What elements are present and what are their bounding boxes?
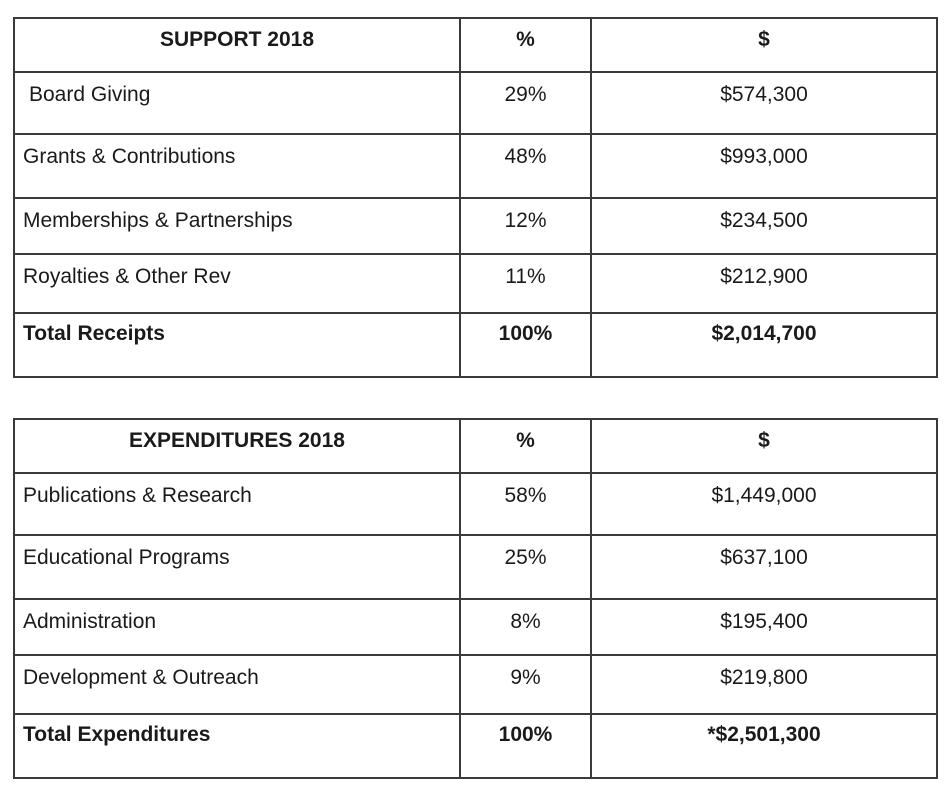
table-row	[14, 134, 937, 198]
total-percent: 100%	[460, 714, 591, 778]
row-percent: 25%	[460, 535, 591, 599]
table-header-row	[14, 419, 937, 473]
row-amount: $637,100	[591, 535, 937, 599]
column-header-amount: $	[591, 419, 937, 473]
column-header-amount: $	[591, 18, 937, 72]
table-row	[14, 599, 937, 655]
row-amount: $234,500	[591, 198, 937, 254]
table-row	[14, 254, 937, 313]
table-row	[14, 655, 937, 714]
row-amount: $195,400	[591, 599, 937, 655]
total-amount: *$2,501,300	[591, 714, 937, 778]
row-label: Development & Outreach	[14, 655, 460, 714]
row-amount: $993,000	[591, 134, 937, 198]
row-percent: 8%	[460, 599, 591, 655]
row-amount: $212,900	[591, 254, 937, 313]
row-percent: 11%	[460, 254, 591, 313]
total-row	[14, 714, 937, 778]
row-amount: $219,800	[591, 655, 937, 714]
row-percent: 29%	[460, 72, 591, 134]
table-row	[14, 198, 937, 254]
row-percent: 48%	[460, 134, 591, 198]
row-amount: $574,300	[591, 72, 937, 134]
row-label: Memberships & Partnerships	[14, 198, 460, 254]
support-table	[13, 17, 938, 378]
column-header-category: SUPPORT 2018	[14, 18, 460, 72]
total-label: Total Receipts	[14, 313, 460, 377]
table-header-row	[14, 18, 937, 72]
expenditures-table	[13, 418, 938, 779]
row-label: Board Giving	[14, 72, 460, 134]
row-label: Administration	[14, 599, 460, 655]
row-percent: 9%	[460, 655, 591, 714]
row-label: Educational Programs	[14, 535, 460, 599]
row-amount: $1,449,000	[591, 473, 937, 535]
row-label: Publications & Research	[14, 473, 460, 535]
row-percent: 12%	[460, 198, 591, 254]
row-percent: 58%	[460, 473, 591, 535]
table-row	[14, 72, 937, 134]
total-row	[14, 313, 937, 377]
column-header-percent: %	[460, 419, 591, 473]
table-row	[14, 535, 937, 599]
row-label: Royalties & Other Rev	[14, 254, 460, 313]
row-label: Grants & Contributions	[14, 134, 460, 198]
total-percent: 100%	[460, 313, 591, 377]
total-label: Total Expenditures	[14, 714, 460, 778]
table-row	[14, 473, 937, 535]
column-header-category: EXPENDITURES 2018	[14, 419, 460, 473]
column-header-percent: %	[460, 18, 591, 72]
total-amount: $2,014,700	[591, 313, 937, 377]
